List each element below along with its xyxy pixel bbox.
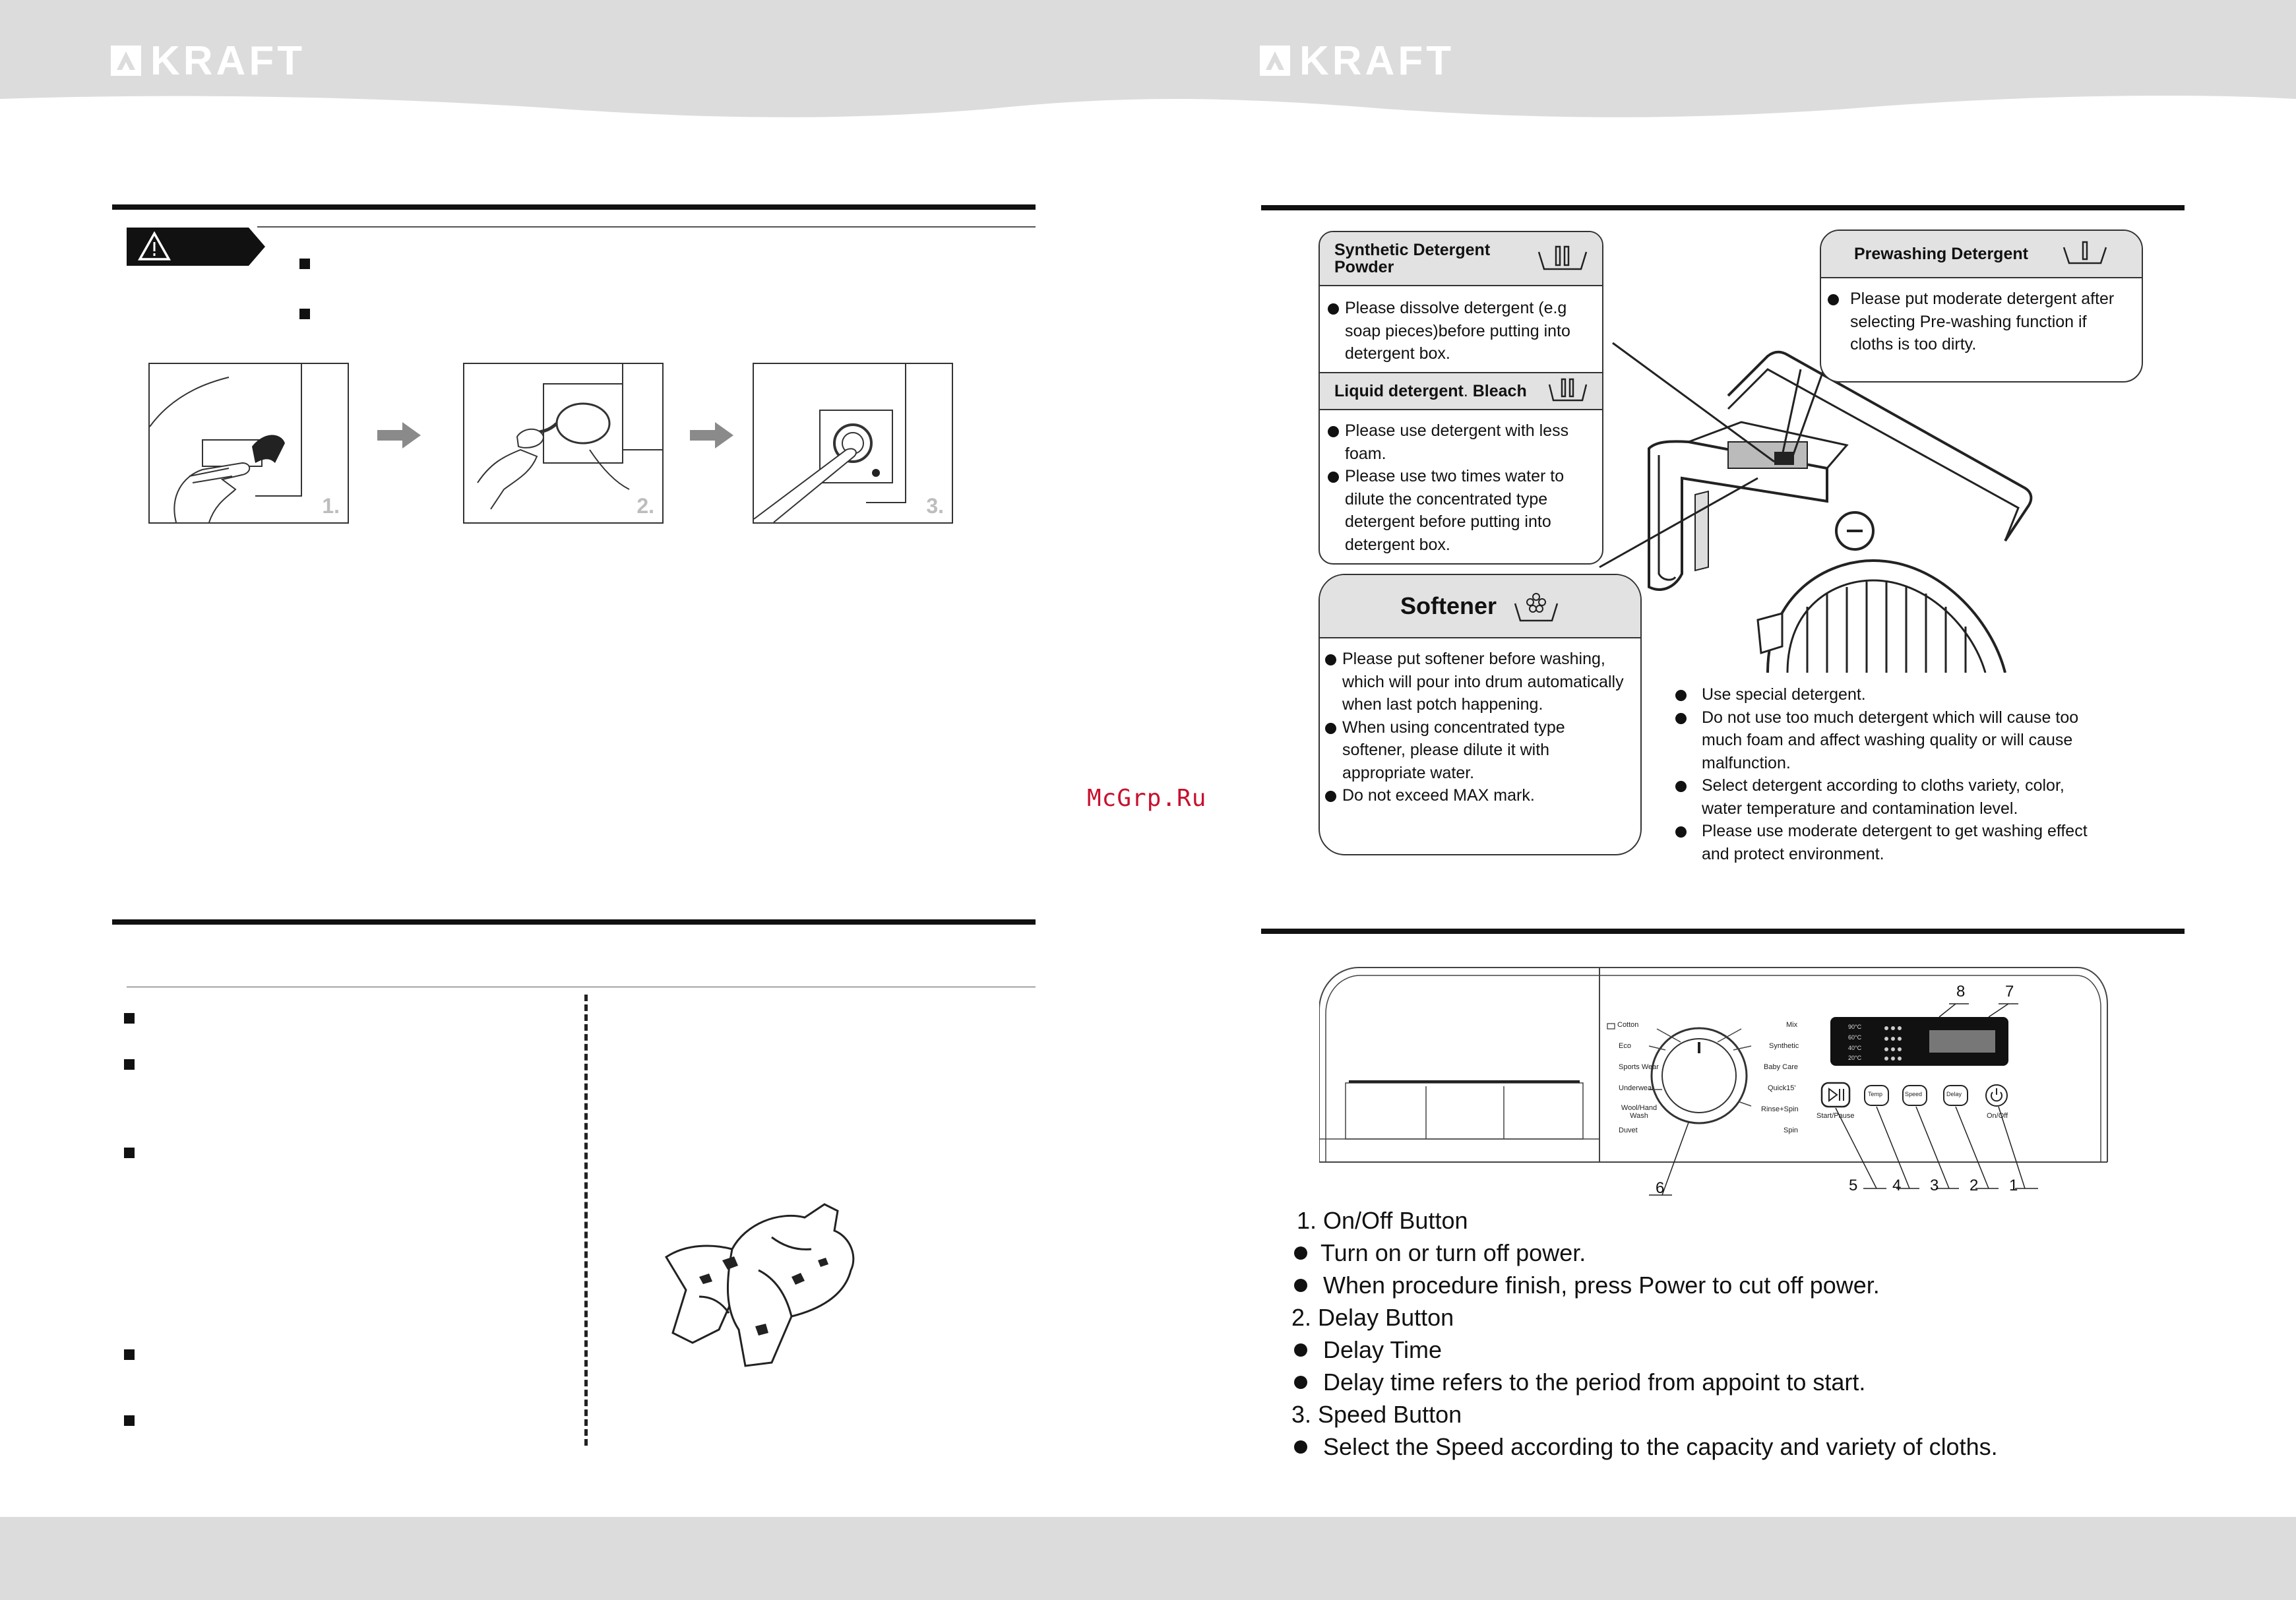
program-label: Duvet — [1619, 1126, 1638, 1134]
callout-number: 6 — [1656, 1179, 1665, 1197]
prewash-tray-icon — [2061, 239, 2109, 268]
list-bullet — [124, 1415, 135, 1426]
feature-heading: 3. Speed Button — [1291, 1401, 1462, 1428]
list-item: Please put softener before washing, which will pour into drum automatically when last potch happening. — [1324, 648, 1631, 716]
section-rule — [112, 204, 1036, 210]
list-bullet — [124, 1349, 135, 1360]
softener-box — [1319, 574, 1642, 855]
list-item: When using concentrated type softener, please dilute it with appropriate water. — [1324, 716, 1631, 785]
feature-item: Delay time refers to the period from appoint to start. — [1291, 1366, 2149, 1398]
warning-bullet — [299, 309, 310, 319]
callout-number: 2 — [1970, 1177, 1979, 1194]
control-panel-diagram — [1319, 964, 2111, 1202]
drain-filter-open-illustration — [150, 364, 348, 522]
section-subrule — [257, 226, 1036, 228]
feature-item: Delay Time — [1291, 1334, 2149, 1366]
brand-logo-right — [1260, 38, 1455, 84]
brand-name: KRAFT — [1299, 38, 1455, 84]
section-rule — [1261, 205, 2185, 210]
list-item: Please dissolve detergent (e.g soap pieces)before putting into detergent box. — [1326, 297, 1592, 365]
column-divider — [584, 995, 588, 1446]
control-panel-outline — [1319, 964, 2111, 1202]
detergent-tray-icon — [1536, 243, 1589, 274]
list-item: Please put moderate detergent after selecting Pre-washing function if cloths is too dirty. — [1826, 288, 2128, 356]
callout-number: 4 — [1892, 1177, 1902, 1194]
program-label: Underwear — [1619, 1084, 1654, 1092]
start-pause-label: Start/Pause — [1816, 1112, 1855, 1120]
program-label: Cotton — [1617, 1021, 1639, 1029]
feature-item: Select the Speed according to the capacity and variety of cloths. — [1291, 1431, 2149, 1463]
step-1-image — [148, 363, 349, 524]
temp-label: 60°C — [1848, 1034, 1862, 1041]
step-number: 1. — [322, 494, 340, 518]
speed-button-label[interactable]: Speed — [1905, 1091, 1923, 1097]
program-label: Spin — [1784, 1126, 1799, 1134]
temp-button-label[interactable]: Temp — [1868, 1091, 1883, 1097]
callout-number: 7 — [2005, 983, 2014, 1000]
prewash-header — [1821, 231, 2142, 278]
list-item: Use special detergent. — [1674, 683, 2096, 706]
step-3-image — [753, 363, 953, 524]
callout-number: 1 — [2009, 1177, 2018, 1194]
kraft-logo-icon — [111, 46, 141, 76]
feature-item: When procedure finish, press Power to cut off power. — [1291, 1269, 2149, 1301]
synthetic-liquid-box — [1319, 231, 1603, 565]
feature-heading: 2. Delay Button — [1291, 1304, 1454, 1331]
prewash-box — [1820, 230, 2143, 383]
list-item: Please use detergent with less foam. — [1326, 419, 1592, 465]
delay-button-label[interactable]: Delay — [1946, 1091, 1962, 1097]
program-label: Rinse+Spin — [1761, 1105, 1799, 1113]
header-band — [0, 0, 2296, 122]
warning-bullet — [299, 259, 310, 269]
synthetic-list — [1320, 286, 1602, 372]
list-item: Do not use too much detergent which will cause too much foam and affect washing quality or will cause malfunction. — [1674, 706, 2096, 775]
list-item: Please use moderate detergent to get washing effect and protect environment. — [1674, 820, 2096, 865]
warning-tag — [127, 228, 265, 266]
feature-heading: 1. On/Off Button — [1297, 1207, 1468, 1234]
footer-band — [0, 1517, 2296, 1600]
list-bullet — [124, 1059, 135, 1070]
clothes-illustration — [660, 1198, 877, 1370]
list-item: Do not exceed MAX mark. — [1324, 784, 1631, 807]
softener-list — [1320, 638, 1640, 807]
arrow-right-icon — [690, 422, 733, 448]
flower-softener-icon — [1512, 588, 1560, 625]
detergent-tips-list — [1674, 683, 2096, 865]
program-label: Baby Care — [1764, 1063, 1798, 1071]
callout-number: 5 — [1849, 1177, 1858, 1194]
list-item: Select detergent according to cloths variety, color, water temperature and contamination level. — [1674, 774, 2096, 820]
synthetic-header — [1320, 232, 1602, 286]
step-number: 2. — [636, 494, 654, 518]
detergent-tray-icon — [1547, 377, 1589, 406]
softener-header — [1320, 575, 1640, 638]
drain-hose-illustration — [464, 364, 662, 522]
on-off-label: On/Off — [1987, 1112, 2008, 1120]
liquid-header — [1320, 372, 1602, 410]
prewash-list — [1821, 278, 2142, 356]
step-2-image — [463, 363, 664, 524]
list-bullet — [124, 1148, 135, 1158]
liquid-list — [1320, 410, 1602, 556]
brand-name: KRAFT — [150, 38, 306, 84]
program-label: Sports Wear — [1619, 1063, 1659, 1071]
program-label: Quick15' — [1768, 1084, 1796, 1092]
program-label: Eco — [1619, 1042, 1631, 1050]
list-bullet — [124, 1013, 135, 1024]
program-label: Synthetic — [1769, 1042, 1799, 1050]
kraft-logo-icon — [1260, 46, 1290, 76]
feature-item: Turn on or turn off power. — [1291, 1237, 2149, 1269]
temp-label: 40°C — [1848, 1045, 1862, 1051]
watermark: McGrp.Ru — [1087, 785, 1207, 812]
liquid-title: Liquid detergent. Bleach — [1334, 382, 1527, 400]
callout-number: 3 — [1930, 1177, 1939, 1194]
program-label: Wool/Hand Wash — [1621, 1104, 1658, 1120]
prewash-title: Prewashing Detergent — [1854, 245, 2028, 263]
softener-title: Softener — [1400, 592, 1497, 619]
list-item: Please use two times water to dilute the concentrated type detergent before putting into detergent box. — [1326, 465, 1592, 556]
features-list — [1291, 1204, 2149, 1463]
arrow-right-icon — [377, 422, 421, 448]
synthetic-title: Synthetic Detergent Powder — [1334, 241, 1491, 276]
temp-label: 20°C — [1848, 1055, 1862, 1061]
callout-number: 8 — [1956, 983, 1966, 1000]
section-rule — [112, 919, 1036, 925]
drain-filter-clean-illustration — [754, 364, 952, 522]
section-rule — [1261, 929, 2185, 934]
program-label: Mix — [1786, 1021, 1798, 1029]
step-number: 3. — [926, 494, 944, 518]
temp-label: 90°C — [1848, 1024, 1862, 1030]
brand-logo-left — [111, 38, 306, 84]
